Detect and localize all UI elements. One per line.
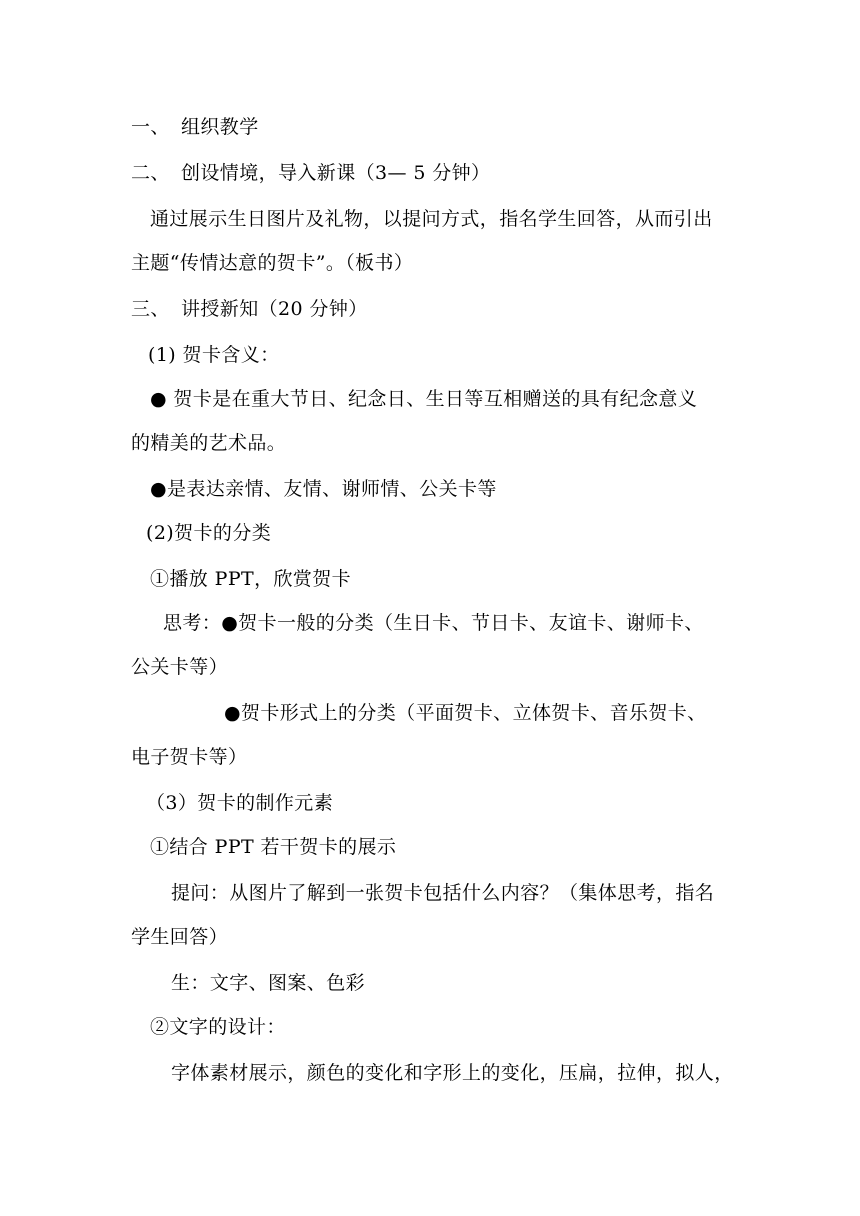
bullet-line: ● 贺卡是在重大节日、纪念日、生日等互相赠送的具有纪念意义	[150, 388, 698, 410]
subheading-line: （3）贺卡的制作元素	[146, 792, 334, 814]
paragraph-line: 主题“传情达意的贺卡”。（板书）	[131, 252, 414, 274]
section-heading-1	[131, 114, 259, 140]
paragraph-line: 电子贺卡等）	[131, 746, 248, 768]
section-title: 讲授新知（20 分钟）	[181, 298, 368, 320]
subheading-line: (2)贺卡的分类	[146, 522, 272, 544]
subheading-line: (1) 贺卡含义：	[148, 344, 280, 366]
paragraph-line: 提问：从图片了解到一张贺卡包括什么内容？（集体思考，指名	[171, 882, 715, 904]
paragraph-line: 思考：●贺卡一般的分类（生日卡、节日卡、友谊卡、谢师卡、	[163, 612, 704, 634]
paragraph-line: 生：文字、图案、色彩	[171, 972, 366, 994]
paragraph-line: 通过展示生日图片及礼物，以提问方式，指名学生回答，从而引出	[150, 208, 713, 230]
subheading-line: ②文字的设计：	[150, 1016, 286, 1038]
bullet-line: ●是表达亲情、友情、谢师情、公关卡等	[150, 478, 497, 500]
section-heading-2	[131, 160, 490, 186]
paragraph-line: ①结合 PPT 若干贺卡的展示	[150, 836, 397, 858]
section-title: 创设情境，导入新课（3— 5 分钟）	[181, 162, 491, 184]
section-number: 一、	[131, 116, 170, 138]
paragraph-line: 字体素材展示，颜色的变化和字形上的变化，压扁，拉伸，拟人，	[171, 1062, 734, 1084]
paragraph-line: 学生回答）	[131, 926, 229, 948]
paragraph-line: 的精美的艺术品。	[131, 432, 287, 454]
bullet-line: ●贺卡形式上的分类（平面贺卡、立体贺卡、音乐贺卡、	[224, 702, 707, 724]
section-heading-3	[131, 296, 368, 322]
paragraph-line: 公关卡等）	[131, 656, 229, 678]
section-title: 组织教学	[181, 116, 259, 138]
section-number: 三、	[131, 298, 170, 320]
section-number: 二、	[131, 162, 170, 184]
paragraph-line: ①播放 PPT，欣赏贺卡	[150, 568, 352, 590]
